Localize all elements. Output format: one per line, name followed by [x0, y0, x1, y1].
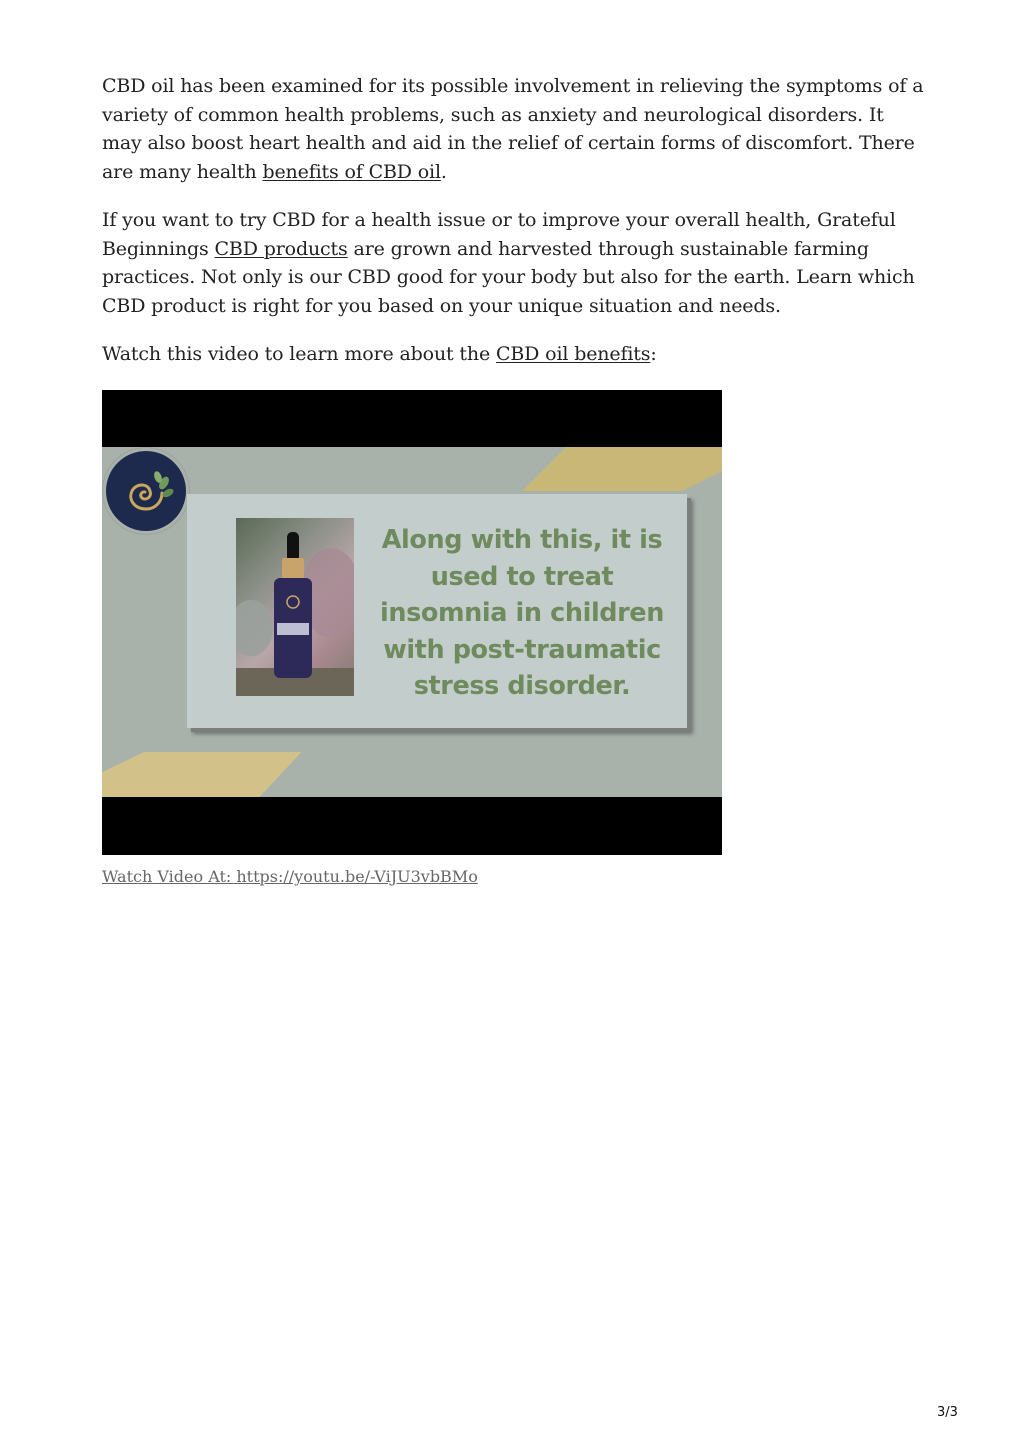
- video-frame: [102, 447, 722, 797]
- cbd-products-link[interactable]: CBD products: [214, 237, 348, 260]
- paragraph-grateful-beginnings: [102, 206, 924, 320]
- video-thumbnail[interactable]: [102, 390, 722, 855]
- slide-caption-text: Along with this, it is used to treat insomnia in children with post-traumatic stress disorder.: [380, 525, 664, 701]
- article-body: [102, 72, 924, 389]
- cbd-oil-benefits-link[interactable]: CBD oil benefits: [495, 343, 651, 365]
- paragraph-text: Watch this video to learn more about the: [102, 343, 496, 365]
- cbd-bottle-photo: [236, 518, 354, 696]
- paragraph-watch-video: [102, 340, 924, 369]
- paragraph-text: If you want to try CBD for a health issue or to improve your overall health, Grateful Beginnings: [102, 209, 896, 260]
- video-caption: [102, 866, 478, 888]
- spiral-leaf-logo-icon: [106, 451, 186, 531]
- gold-stripe-top: [522, 447, 722, 491]
- watch-video-link[interactable]: Watch Video At: https://youtu.be/-ViJU3vbBMo: [102, 867, 478, 886]
- slide-card: [187, 494, 687, 728]
- benefits-of-cbd-oil-link[interactable]: benefits of CBD oil: [262, 160, 441, 183]
- page-number: 3/3: [937, 1405, 958, 1420]
- paragraph-text: :: [650, 343, 657, 365]
- paragraph-text: CBD oil has been examined for its possible involvement in relieving the symptoms of a variety of common health problems, such as anxiety and neurological disorders. It may also boost heart health and aid in the relief of certain forms of discomfort. There are many health: [102, 75, 924, 183]
- paragraph-text: are grown and harvested through sustainable farming practices. Not only is our CBD good for your body but also for the earth. Learn which CBD product is right for you based on your unique situation and needs.: [102, 237, 915, 317]
- paragraph-cbd-intro: [102, 72, 924, 186]
- paragraph-text: .: [440, 160, 447, 183]
- gold-stripe-bottom: [102, 752, 312, 797]
